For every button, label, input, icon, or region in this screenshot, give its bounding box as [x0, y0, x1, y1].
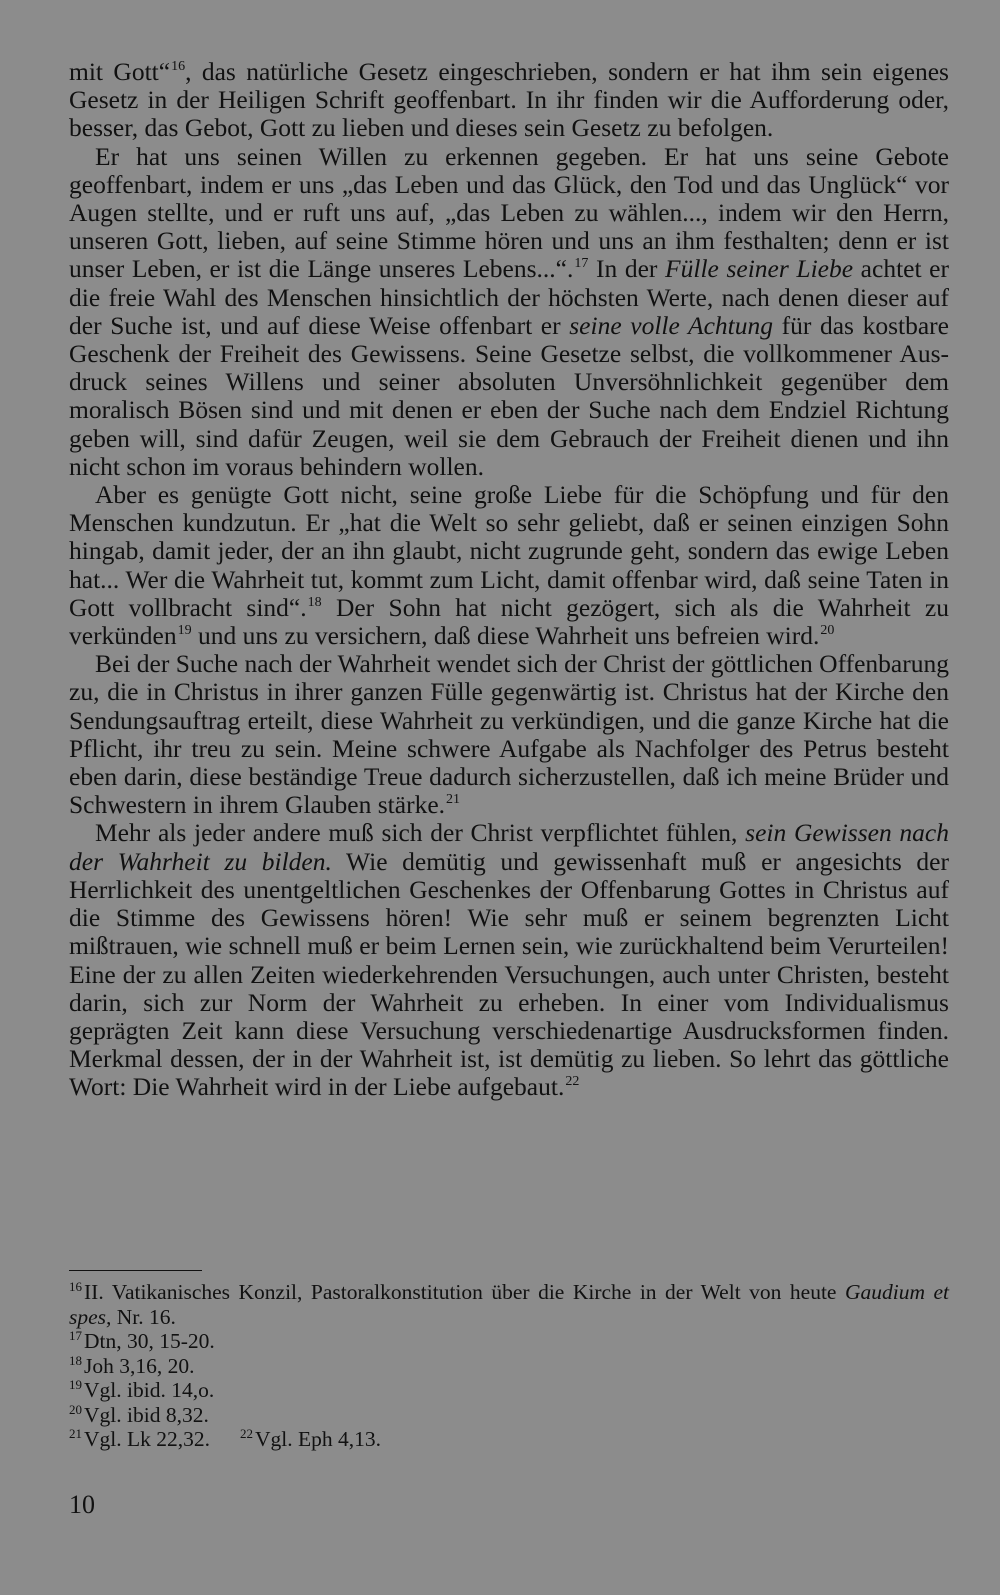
footnote-number: 19: [69, 1377, 82, 1392]
footnote-text: Joh 3,16, 20.: [84, 1353, 195, 1378]
text-run: Aber es genügte Gott nicht, seine große Liebe für die Schöpfung und für den Menschen kundzutun. Er „hat die Welt so sehr geliebt, daß er seinen einzigen Sohn hingab, damit jeder, der an ihn glaubt, nicht zugrunde geht, sondern das ewige Leben hat... Wer die Wahrheit tut, kommt zum Licht, damit offenbar wird, daß seine Taten in Gott vollbracht sind“.: [69, 480, 949, 622]
text-run: Er hat uns seinen Willen zu erkennen gegeben. Er hat uns seine Gebote geoffenbart, indem er uns „das Leben und das Glück, den Tod und das Unglück“ vor Augen stellte, und er ruft uns auf, „das Leben zu wählen..., indem wir den Herrn, unseren Gott, lieben, auf seine Stimme hören und uns an ihm festhalten; denn er ist unser Leben, er ist die Länge unseres Lebens...“.: [69, 141, 949, 284]
footnote-ref[interactable]: 22: [565, 1074, 580, 1090]
text-run: achtet er die freie Wahl des Menschen hinsichtlich der höchsten Werte, nach denen dieser auf der Suche ist, und auf diese Weise offenbart er: [69, 254, 949, 340]
footnote-ref[interactable]: 18: [307, 594, 322, 610]
paragraph-2: [69, 143, 949, 481]
text-run: Wie demütig und gewissenhaft muß er angesichts der Herrlichkeit des unentgeltlichen Geschenkes der Offenbarung Gottes in Christus auf die Stimme des Gewissens hören! Wie sehr muß er seinem begrenzten Licht mißtrauen, wie schnell muß er beim Lernen sein, wie zurückhaltend beim Verurteilen! Eine der zu allen Zeiten wiederkehrenden Versuchungen, auch unter Christen, besteht darin, sich zur Norm der Wahrheit zu erheben. In einer vom Individualismus geprägten Zeit kann diese Versuchung verschiedenartige Ausdrucksformen finden. Merkmal dessen, der in der Wahrheit ist, ist demütig zu lieben. So lehrt das göttliche Wort: Die Wahrheit wird in der Liebe aufgebaut.: [69, 846, 949, 1102]
footnote-text: II. Vatikanisches Konzil, Pastoralkonstitution über die Kirche in der Welt von heute: [84, 1280, 845, 1304]
footnote-text: Vgl. Lk 22,32.: [84, 1427, 211, 1451]
paragraph-1: [69, 58, 949, 143]
text-run: In der: [588, 254, 666, 284]
paragraph-4: [69, 650, 949, 819]
footnote-17: [69, 1329, 949, 1354]
footnote-number: 21: [69, 1426, 82, 1441]
footnotes: [69, 1280, 949, 1452]
footnote-ref[interactable]: 21: [446, 792, 461, 808]
footnote-number: 17: [69, 1328, 82, 1343]
footnote-19: [69, 1378, 949, 1403]
footnote-18: [69, 1354, 949, 1379]
text-run: Mehr als jeder andere muß sich der Christ verpflichtet fühlen,: [95, 818, 746, 848]
footnote-text: Dtn, 30, 15-20.: [84, 1329, 215, 1353]
footnote-16: [69, 1280, 949, 1329]
footnote-ref[interactable]: 20: [820, 623, 835, 639]
emphasis: seine volle Achtung: [569, 310, 773, 340]
page-number: 10: [69, 1490, 95, 1519]
text-run: Der Sohn hat nicht gezögert, sich als die Wahrheit zu verkünden: [69, 592, 949, 651]
footnote-ref[interactable]: 19: [177, 623, 192, 639]
footnote-divider: [69, 1270, 202, 1271]
footnote-text: Nr. 16.: [111, 1304, 176, 1329]
footnote-emphasis: Gaudium et spes,: [69, 1280, 949, 1329]
footnote-number: 20: [69, 1401, 82, 1417]
text-run: und uns zu versichern, daß diese Wahrheit uns befreien wird.: [191, 621, 820, 651]
footnote-text: Vgl. Eph 4,13.: [255, 1427, 382, 1451]
main-text: [69, 58, 949, 1102]
footnote-ref[interactable]: 17: [574, 256, 589, 272]
text-run: Bei der Suche nach der Wahrheit wendet sich der Christ der göttlichen Offenbarung zu, die in Christus in ihrer ganzen Fülle gegenwärtig ist. Christus hat der Kirche den Sendungsauftrag erteilt, diese Wahrheit zu verkündigen, und die ganze Kirche hat die Pflicht, ihr treu zu sein. Meine schwere Aufgabe als Nachfolger des Petrus besteht eben darin, diese beständige Treue dadurch sicherzustellen, daß ich meine Brüder und Schwestern in ihrem Glauben stärke.: [69, 649, 949, 820]
text-run: , das natürliche Gesetz eingeschrieben, sondern er hat ihm sein eigenes Gesetz in der Heiligen Schrift geoffenbart. In ihr finden wir die Aufforderung oder, besser, das Gebot, Gott zu lieben und dieses sein Gesetz zu befolgen.: [69, 57, 949, 143]
footnote-number: 16: [69, 1279, 82, 1294]
footnote-number: 18: [69, 1352, 82, 1368]
footnote-ref[interactable]: 16: [171, 59, 186, 74]
footnote-21-22: [69, 1427, 949, 1452]
footnote-text: Vgl. ibid 8,32.: [84, 1402, 209, 1427]
emphasis: Fülle seiner Liebe: [665, 254, 854, 284]
paragraph-5: [69, 819, 949, 1101]
footnote-text: Vgl. ibid. 14,o.: [84, 1378, 215, 1402]
emphasis: sein Gewissen nach der Wahrheit zu bilden.: [69, 818, 949, 876]
text-run: für das kostbare Geschenk der Freiheit des Gewissens. Seine Gesetze selbst, die vollkommener Ausdruck seines Willens und seiner absoluten Unversöhnlichkeit gegenüber dem moralisch Bösen sind und mit denen er eben der Suche nach dem Endziel Richtung geben will, sind dafür Zeugen, weil sie dem Gebrauch der Freiheit dienen und ihn nicht schon im voraus behindern wollen.: [69, 310, 949, 481]
paragraph-3: [69, 481, 949, 650]
footnote-number: 22: [240, 1426, 254, 1441]
text-run: mit Gott“: [69, 57, 171, 86]
footnote-20: [69, 1403, 949, 1428]
